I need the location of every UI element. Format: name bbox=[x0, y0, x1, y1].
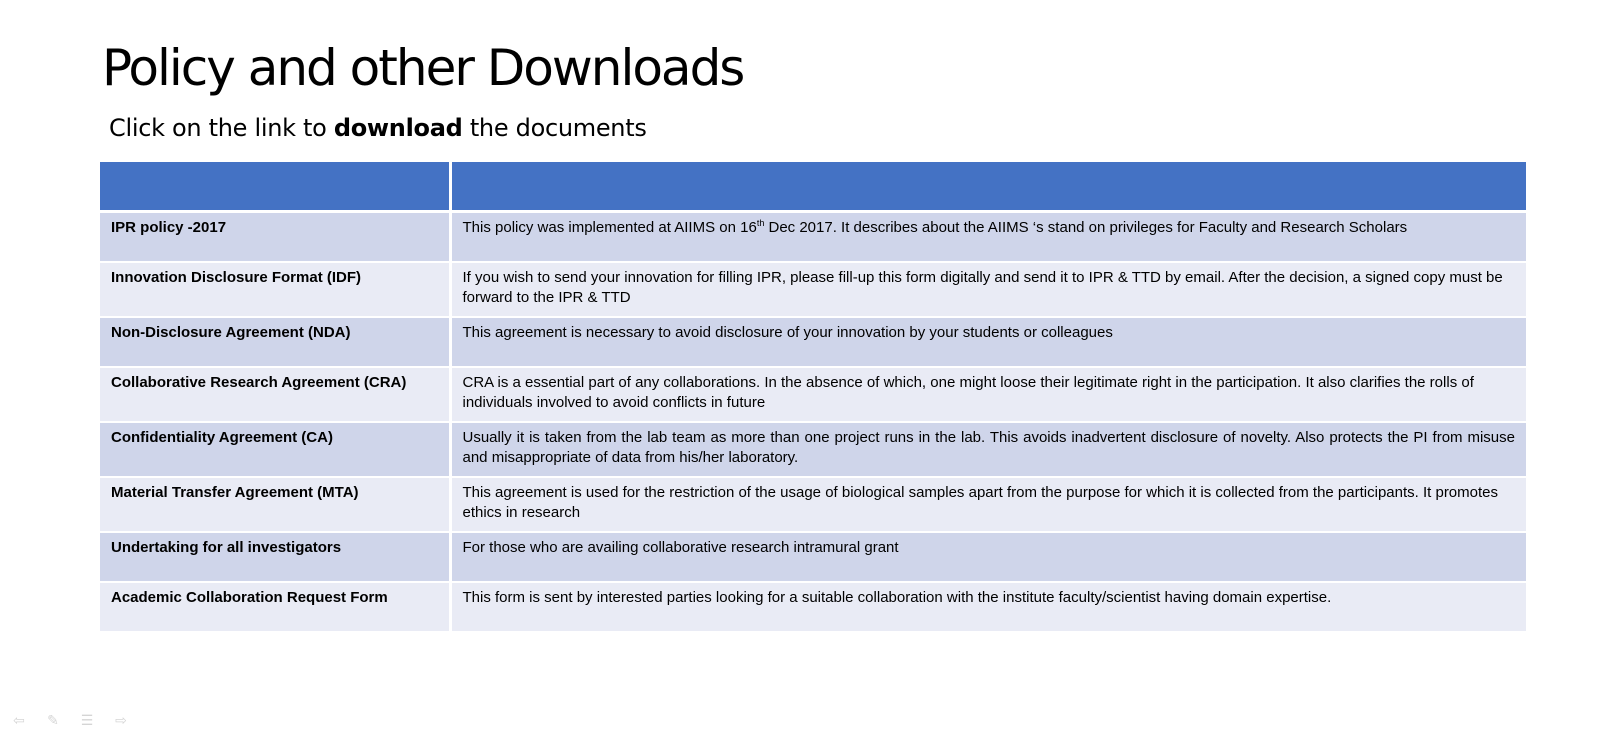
menu-icon[interactable]: ☰ bbox=[80, 712, 94, 728]
page-title: Policy and other Downloads bbox=[102, 39, 744, 97]
document-description: This form is sent by interested parties looking for a suitable collaboration with the institute faculty/scientist having domain expertise. bbox=[450, 582, 1526, 632]
table-row bbox=[100, 477, 1526, 532]
table-row bbox=[100, 212, 1526, 263]
document-link[interactable]: Non-Disclosure Agreement (NDA) bbox=[100, 317, 450, 367]
table-row bbox=[100, 317, 1526, 367]
downloads-table bbox=[100, 162, 1526, 633]
table-header-cell-description bbox=[450, 162, 1526, 212]
pen-icon[interactable]: ✎ bbox=[47, 712, 59, 728]
document-link[interactable]: Material Transfer Agreement (MTA) bbox=[100, 477, 450, 532]
subtitle-prefix: Click on the link to bbox=[109, 114, 334, 142]
document-description: Usually it is taken from the lab team as more than one project runs in the lab. This avoids inadvertent disclosure of novelty. Also protects the PI from misuse and misappropriate of data from his/her laboratory. bbox=[450, 422, 1526, 477]
table-row bbox=[100, 532, 1526, 582]
slide-nav-toolbar bbox=[8, 712, 132, 729]
next-arrow-icon[interactable]: ⇨ bbox=[115, 712, 127, 728]
page-subtitle bbox=[109, 114, 647, 142]
document-link[interactable]: Academic Collaboration Request Form bbox=[100, 582, 450, 632]
table-row bbox=[100, 262, 1526, 317]
document-description: For those who are availing collaborative research intramural grant bbox=[450, 532, 1526, 582]
document-description: CRA is a essential part of any collaborations. In the absence of which, one might loose their legitimate right in the participation. It also clarifies the rolls of individuals involved to avoid conflicts in future bbox=[450, 367, 1526, 422]
previous-arrow-icon[interactable]: ⇦ bbox=[13, 712, 25, 728]
document-link[interactable]: Confidentiality Agreement (CA) bbox=[100, 422, 450, 477]
table-header-cell-name bbox=[100, 162, 450, 212]
document-description: This policy was implemented at AIIMS on 16th Dec 2017. It describes about the AIIMS ‘s stand on privileges for Faculty and Research Scholars bbox=[450, 212, 1526, 263]
document-link[interactable]: Undertaking for all investigators bbox=[100, 532, 450, 582]
table-row bbox=[100, 422, 1526, 477]
document-link[interactable]: Innovation Disclosure Format (IDF) bbox=[100, 262, 450, 317]
table-row bbox=[100, 367, 1526, 422]
document-description: This agreement is used for the restriction of the usage of biological samples apart from the purpose for which it is collected from the participants. It promotes ethics in research bbox=[450, 477, 1526, 532]
table-row bbox=[100, 582, 1526, 632]
document-link[interactable]: IPR policy -2017 bbox=[100, 212, 450, 263]
subtitle-suffix: the documents bbox=[462, 114, 647, 142]
document-description: If you wish to send your innovation for filling IPR, please fill-up this form digitally and send it to IPR & TTD by email. After the decision, a signed copy must be forward to the IPR & TTD bbox=[450, 262, 1526, 317]
subtitle-bold: download bbox=[333, 114, 463, 142]
document-link[interactable]: Collaborative Research Agreement (CRA) bbox=[100, 367, 450, 422]
document-description: This agreement is necessary to avoid disclosure of your innovation by your students or colleagues bbox=[450, 317, 1526, 367]
table-header-row bbox=[100, 162, 1526, 212]
